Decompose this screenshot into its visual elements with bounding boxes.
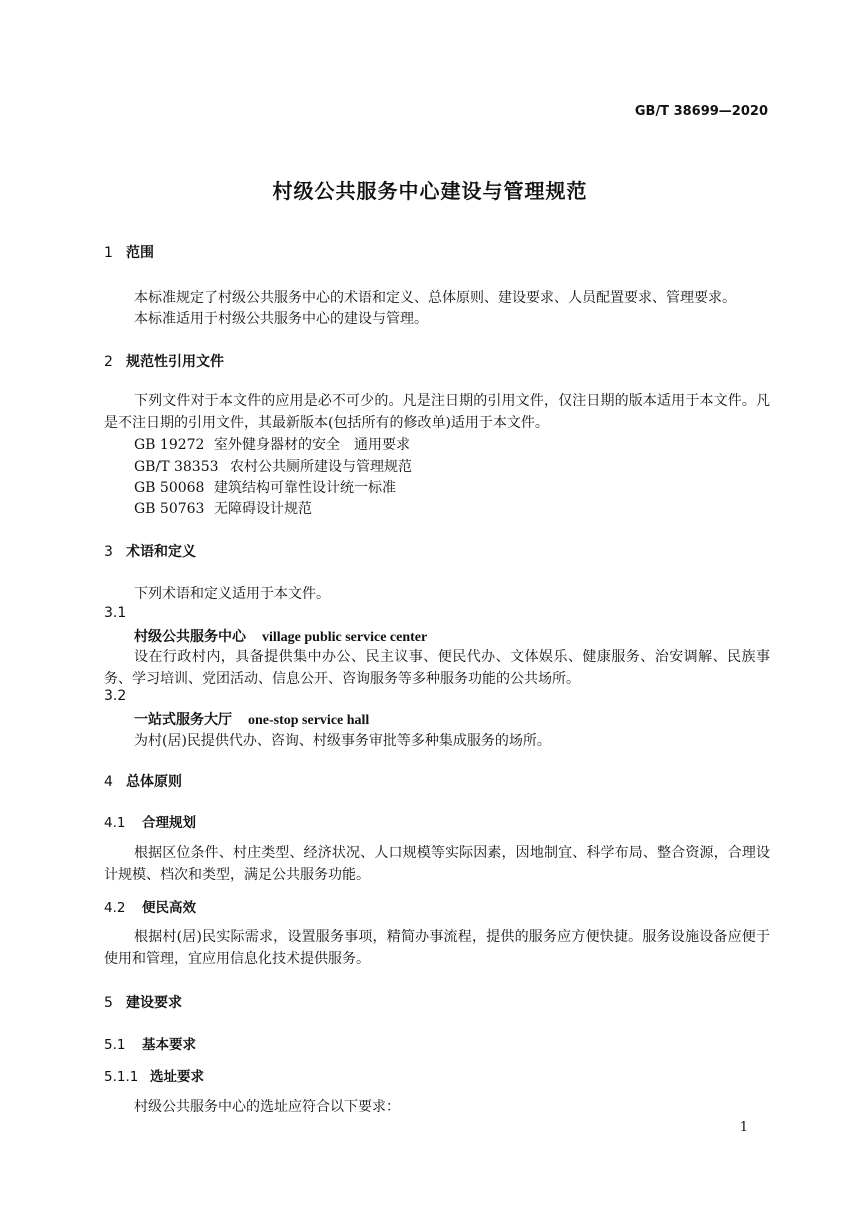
- paragraph: 根据村(居)民实际需求，设置服务事项，精简办事流程，提供的服务应方便快捷。服务设施设备应便于使用和管理，宜应用信息化技术提供服务。: [104, 929, 770, 967]
- section-number: 3: [104, 544, 113, 560]
- term-definition: 设在行政村内，具备提供集中办公、民主议事、便民代办、文体娱乐、健康服务、治安调解、民族事务、学习培训、党团活动、信息公开、咨询服务等多种服务功能的公共场所。: [104, 649, 770, 687]
- term-zh: 一站式服务大厅: [134, 712, 232, 728]
- subsection-title: 合理规划: [142, 815, 196, 831]
- reference-code: GB/T 38353: [134, 459, 219, 475]
- section-number: 5: [104, 995, 113, 1011]
- document-title: 村级公共服务中心建设与管理规范: [272, 179, 588, 203]
- subsection-title: 选址要求: [150, 1069, 204, 1085]
- subsection-number: 5.1: [104, 1037, 126, 1053]
- section-title: 建设要求: [126, 995, 182, 1011]
- subsection-5-1-heading: [104, 1033, 196, 1053]
- section-5-heading: [104, 992, 182, 1012]
- subsection-number: 4.2: [104, 900, 126, 916]
- section-title: 总体原则: [126, 774, 182, 790]
- reference-item: [134, 477, 396, 497]
- subsection-number: 4.1: [104, 815, 126, 831]
- standard-number: GB/T 38699—2020: [634, 104, 768, 119]
- section-4-heading: [104, 771, 182, 791]
- paragraph: 本标准规定了村级公共服务中心的术语和定义、总体原则、建设要求、人员配置要求、管理要求。: [134, 290, 736, 306]
- section-title: 术语和定义: [126, 544, 196, 560]
- section-number: 1: [104, 245, 113, 261]
- section-number: 2: [104, 354, 113, 370]
- paragraph: 本标准适用于村级公共服务中心的建设与管理。: [134, 311, 428, 327]
- paragraph: 下列术语和定义适用于本文件。: [134, 586, 330, 602]
- section-2-heading: [104, 351, 224, 371]
- subsection-title: 基本要求: [142, 1037, 196, 1053]
- term-en: village public service center: [262, 630, 428, 645]
- section-3-heading: [104, 541, 196, 561]
- section-1-heading: [104, 242, 154, 262]
- term-number: 3.2: [104, 688, 127, 704]
- paragraph: 村级公共服务中心的选址应符合以下要求：: [134, 1099, 400, 1115]
- paragraph: 下列文件对于本文件的应用是必不可少的。凡是注日期的引用文件，仅注日期的版本适用于本文件。凡是不注日期的引用文件，其最新版本(包括所有的修改单)适用于本文件。: [104, 393, 770, 431]
- subsection-4-1-heading: [104, 811, 196, 831]
- section-title: 规范性引用文件: [126, 354, 224, 370]
- reference-item: [134, 456, 412, 476]
- section-title: 范围: [126, 245, 154, 261]
- term-en: one-stop service hall: [248, 713, 370, 728]
- page-number: 1: [739, 1120, 748, 1135]
- reference-title: 建筑结构可靠性设计统一标准: [214, 480, 396, 496]
- subsection-number: 5.1.1: [104, 1069, 139, 1085]
- section-number: 4: [104, 774, 113, 790]
- reference-title: 农村公共厕所建设与管理规范: [230, 459, 412, 475]
- term-heading: [134, 626, 427, 646]
- term-number: 3.1: [104, 605, 127, 621]
- subsection-5-1-1-heading: [104, 1065, 204, 1085]
- subsection-title: 便民高效: [142, 900, 196, 916]
- term-heading: [134, 709, 369, 729]
- term-definition: 为村(居)民提供代办、咨询、村级事务审批等多种集成服务的场所。: [134, 733, 551, 749]
- reference-item: [134, 434, 410, 454]
- subsection-4-2-heading: [104, 896, 196, 916]
- reference-item: [134, 498, 312, 518]
- paragraph: 根据区位条件、村庄类型、经济状况、人口规模等实际因素，因地制宜、科学布局、整合资源，合理设计规模、档次和类型，满足公共服务功能。: [104, 845, 770, 883]
- term-zh: 村级公共服务中心: [134, 629, 246, 645]
- reference-code: GB 19272: [134, 437, 205, 453]
- reference-title: 室外健身器材的安全 通用要求: [214, 437, 410, 453]
- reference-code: GB 50068: [134, 480, 205, 496]
- reference-code: GB 50763: [134, 501, 205, 517]
- reference-title: 无障碍设计规范: [214, 501, 312, 517]
